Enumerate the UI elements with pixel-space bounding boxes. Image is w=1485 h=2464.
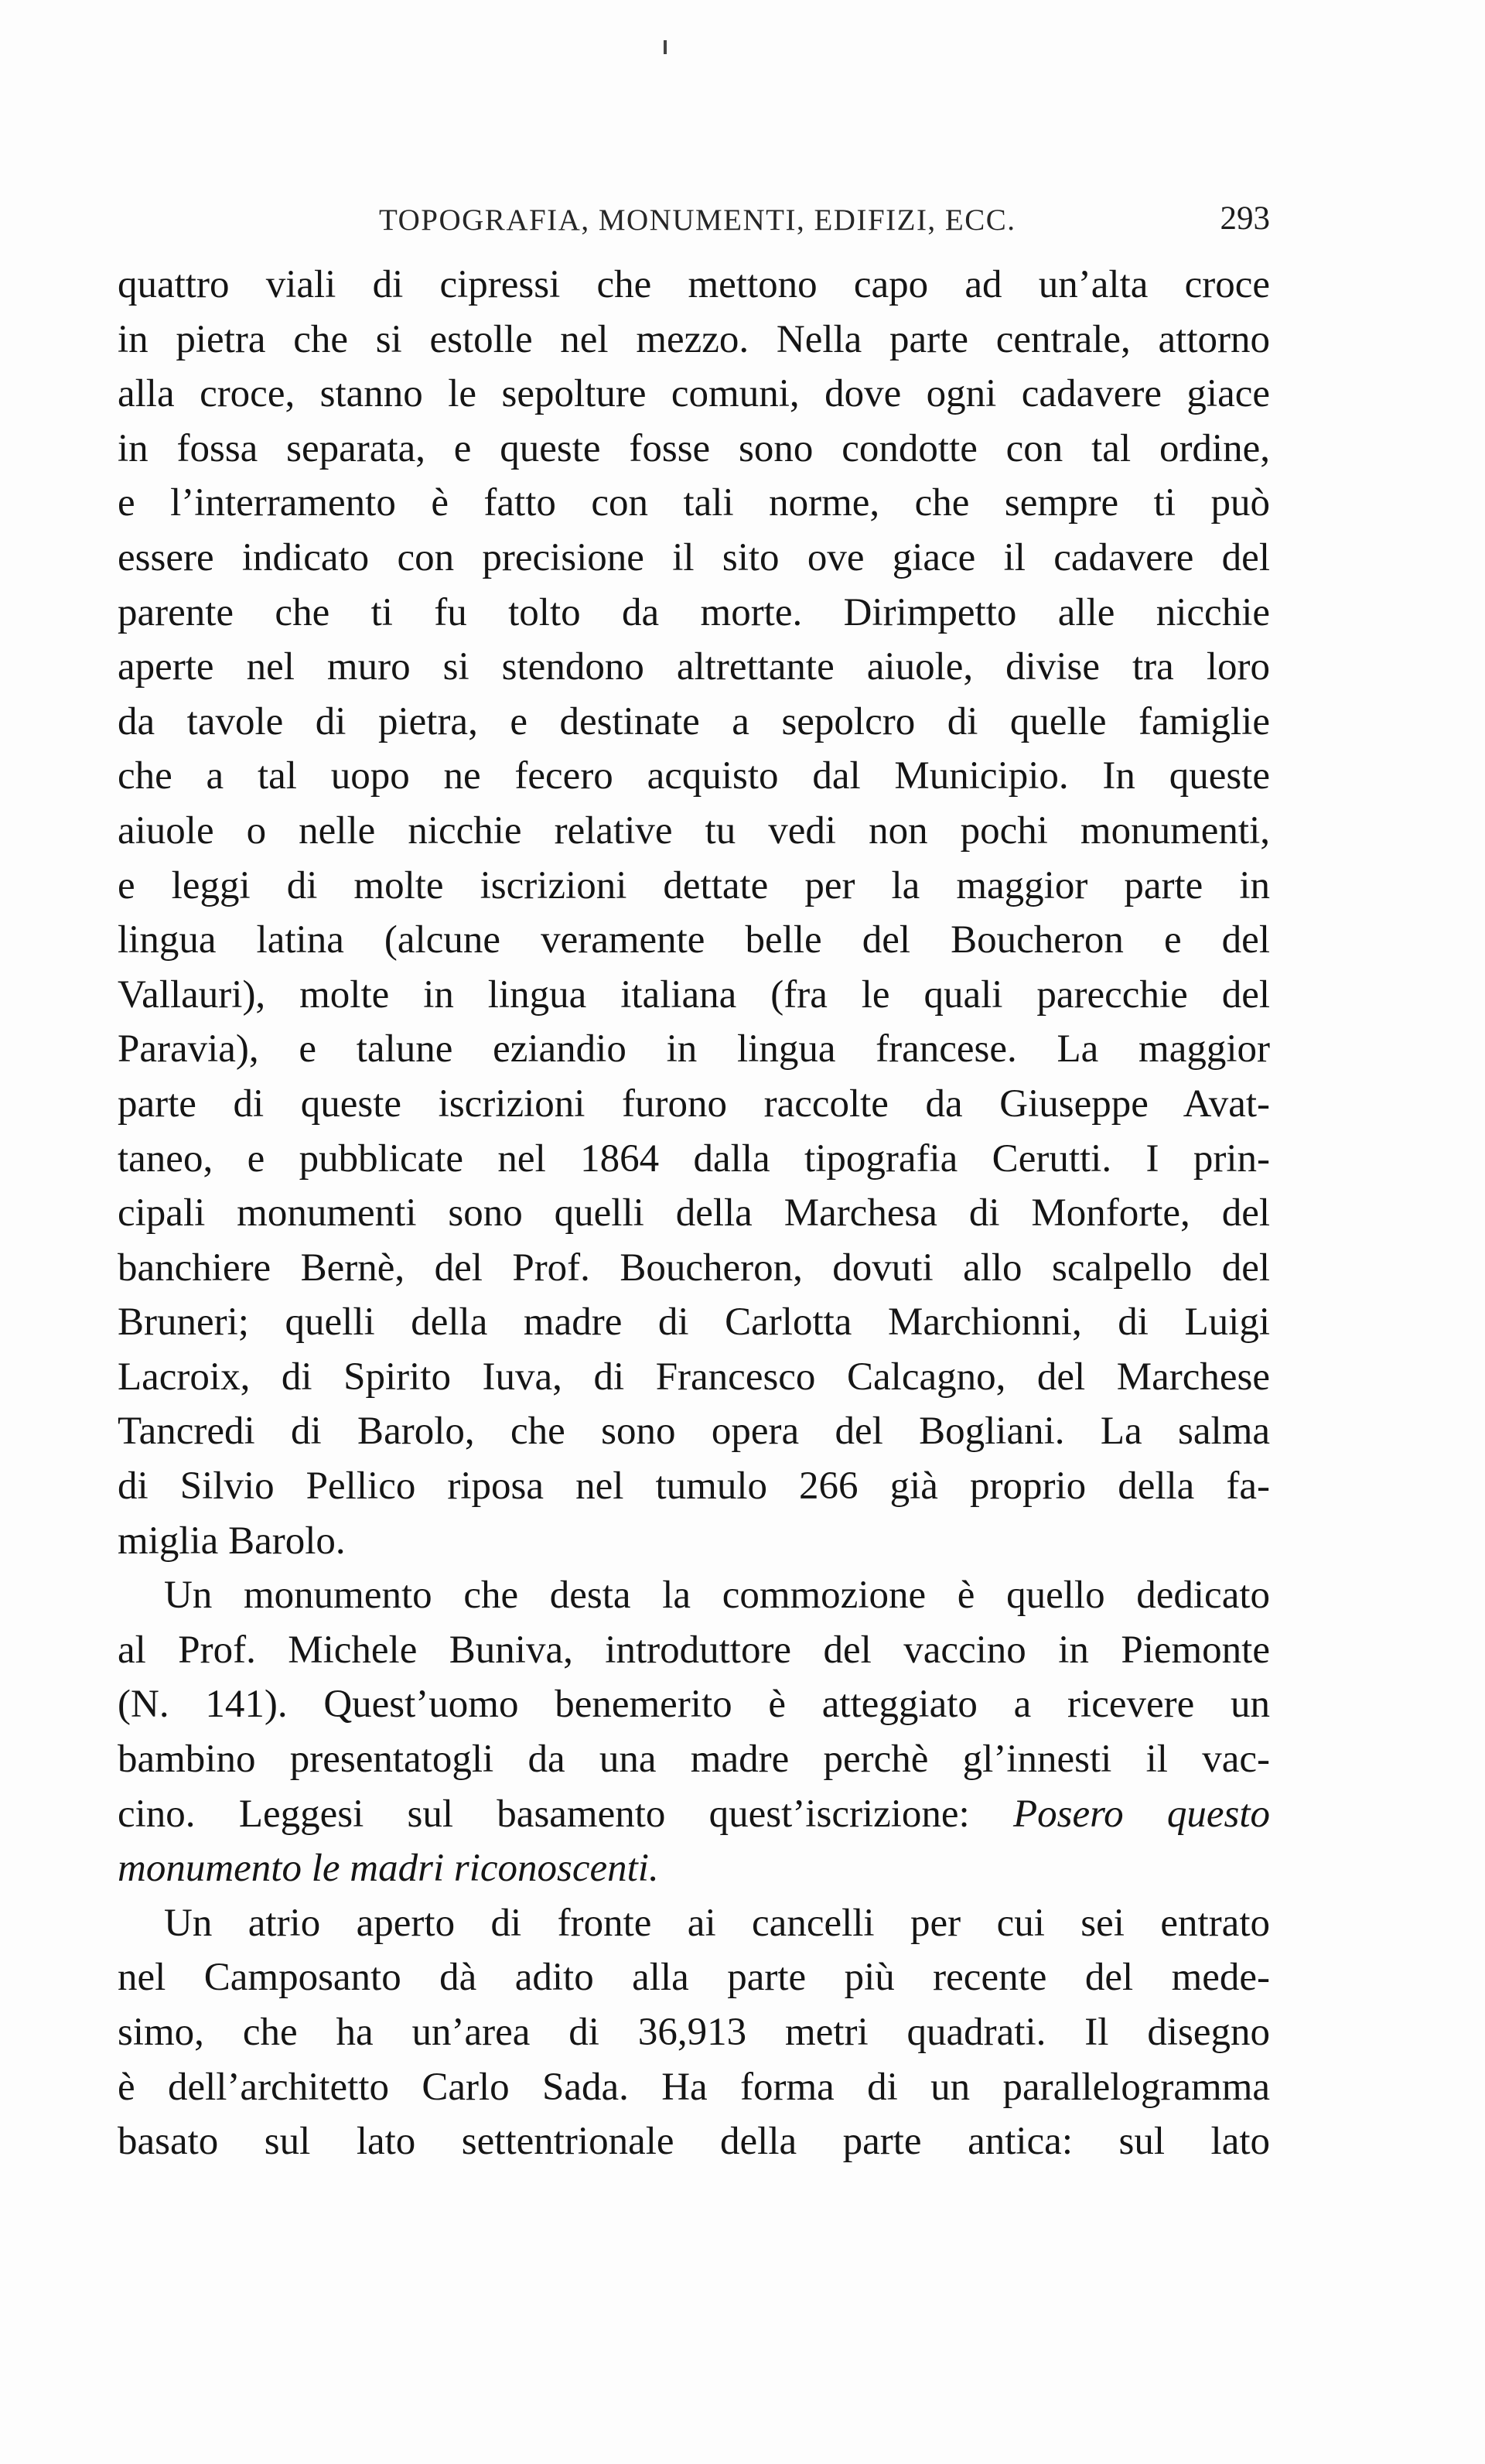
text-line: al Prof. Michele Buniva, introduttore del vaccino in Piemonte bbox=[118, 1628, 1270, 1672]
text-line: e l’interramento è fatto con tali norme, che sempre ti può bbox=[118, 481, 1270, 525]
text-line: parente che ti fu tolto da morte. Dirimpetto alle nicchie bbox=[118, 590, 1270, 634]
text-line: Lacroix, di Spirito Iuva, di Francesco Calcagno, del Marchese bbox=[118, 1355, 1270, 1399]
text-line: basato sul lato settentrionale della parte antica: sul lato bbox=[118, 2120, 1270, 2164]
paragraph-2 bbox=[118, 1568, 1270, 1896]
text-line: da tavole di pietra, e destinate a sepolcro di quelle famiglie bbox=[118, 699, 1270, 743]
text-line: di Silvio Pellico riposa nel tumulo 266 già proprio della fa- bbox=[118, 1464, 1270, 1509]
text-line: e leggi di molte iscrizioni dettate per la maggior parte in bbox=[118, 863, 1270, 907]
text-line: lingua latina (alcune veramente belle del Boucheron e del bbox=[118, 918, 1270, 962]
text-line bbox=[118, 1787, 1270, 1842]
text-line: Tancredi di Barolo, che sono opera del Bogliani. La salma bbox=[118, 1410, 1270, 1454]
running-head: TOPOGRAFIA, MONUMENTI, EDIFIZI, ECC. bbox=[379, 203, 1016, 237]
text-line: è dell’architetto Carlo Sada. Ha forma di un parallelogramma bbox=[118, 2065, 1270, 2109]
text-line: taneo, e pubblicate nel 1864 dalla tipografia Cerutti. I prin- bbox=[118, 1136, 1270, 1181]
text-line: Vallauri), molte in lingua italiana (fra le quali parecchie del bbox=[118, 972, 1270, 1017]
ink-mark bbox=[664, 40, 667, 54]
page-number: 293 bbox=[1220, 200, 1270, 237]
inscription-text: Posero questo bbox=[1012, 1792, 1270, 1836]
text-line: (N. 141). Quest’uomo benemerito è atteggiato a ricevere un bbox=[118, 1683, 1270, 1727]
text-line: aiuole o nelle nicchie relative tu vedi non pochi monumenti, bbox=[118, 808, 1270, 853]
text-line: Un monumento che desta la commozione è quello dedicato bbox=[164, 1574, 1270, 1618]
paragraph-1 bbox=[118, 258, 1270, 1568]
text-line: parte di queste iscrizioni furono raccolte da Giuseppe Avat- bbox=[118, 1082, 1270, 1126]
text-line: quattro viali di cipressi che mettono capo ad un’alta croce bbox=[118, 263, 1270, 306]
text-line: simo, che ha un’area di 36,913 metri quadrati. Il disegno bbox=[118, 2011, 1270, 2054]
text-line: in fossa separata, e queste fosse sono condotte con tal ordine, bbox=[118, 426, 1270, 470]
text-line: alla croce, stanno le sepolture comuni, dove ogni cadavere giace bbox=[118, 372, 1270, 416]
text-line: Bruneri; quelli della madre di Carlotta Marchionni, di Luigi bbox=[118, 1300, 1270, 1345]
text-line: essere indicato con precisione il sito ove giace il cadavere del bbox=[118, 535, 1270, 579]
text-line: Un atrio aperto di fronte ai cancelli per cui sei entrato bbox=[164, 1901, 1270, 1945]
body-text bbox=[118, 258, 1270, 2169]
text-line: bambino presentatogli da una madre perchè gl’innesti il vac- bbox=[118, 1738, 1270, 1782]
text-line: in pietra che si estolle nel mezzo. Nella parte centrale, attorno bbox=[118, 317, 1270, 361]
text-line: miglia Barolo. bbox=[118, 1519, 346, 1563]
text-line: che a tal uopo ne fecero acquisto dal Municipio. In queste bbox=[118, 754, 1270, 798]
inscription-text: monumento le madri riconoscenti. bbox=[118, 1847, 659, 1891]
paragraph-3 bbox=[118, 1896, 1270, 2169]
text-line: cipali monumenti sono quelli della Marchesa di Monforte, del bbox=[118, 1191, 1270, 1235]
page-header bbox=[118, 200, 1270, 265]
text-line: nel Camposanto dà adito alla parte più recente del mede- bbox=[118, 1956, 1270, 2000]
text-line: aperte nel muro si stendono altrettante aiuole, divise tra loro bbox=[118, 645, 1270, 689]
text-span: cino. Leggesi sul basamento quest’iscrizione: bbox=[118, 1792, 970, 1836]
text-line: banchiere Bernè, del Prof. Boucheron, dovuti allo scalpello del bbox=[118, 1246, 1270, 1290]
text-line bbox=[118, 1841, 1270, 1896]
text-line: Paravia), e talune eziandio in lingua francese. La maggior bbox=[118, 1027, 1270, 1071]
